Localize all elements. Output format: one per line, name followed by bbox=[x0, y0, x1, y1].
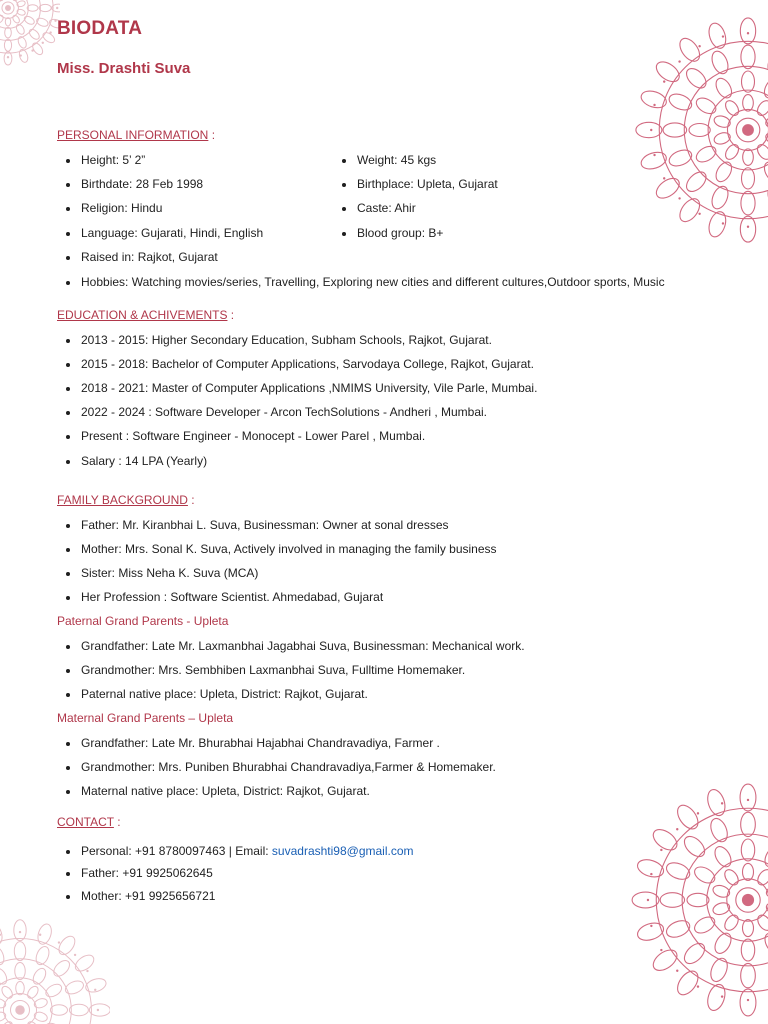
list-item: Grandfather: Late Mr. Laxmanbhai Jagabhai Suva, Businessman: Mechanical work. bbox=[81, 639, 525, 653]
contact-heading: CONTACT : bbox=[57, 815, 121, 829]
list-item: Grandfather: Late Mr. Bhurabhai Hajabhai Chandravadiya, Farmer . bbox=[81, 736, 440, 750]
list-item: Father: Mr. Kiranbhai L. Suva, Businessman: Owner at sonal dresses bbox=[81, 518, 449, 532]
list-item: Her Profession : Software Scientist. Ahmedabad, Gujarat bbox=[81, 590, 384, 604]
list-item: Grandmother: Mrs. Puniben Bhurabhai Chandravadiya,Farmer & Homemaker. bbox=[81, 760, 496, 774]
contact-personal: Personal: +91 8780097463 | Email: suvadrashti98@gmail.com bbox=[81, 844, 414, 858]
list-item: Maternal native place: Upleta, District: Rajkot, Gujarat. bbox=[81, 784, 370, 798]
education-heading: EDUCATION & ACHIVEMENTS : bbox=[57, 308, 235, 322]
list-item: Birthplace: Upleta, Gujarat bbox=[357, 177, 498, 191]
list-item: Salary : 14 LPA (Yearly) bbox=[81, 454, 208, 468]
list-item: Hobbies: Watching movies/series, Travelling, Exploring new cities and different cultures,Outdoor sports, Music bbox=[81, 275, 665, 289]
maternal-heading: Maternal Grand Parents – Upleta bbox=[57, 711, 234, 725]
mandala-bottom-right-icon bbox=[620, 760, 768, 1024]
list-item: Religion: Hindu bbox=[81, 201, 163, 215]
family-heading: FAMILY BACKGROUND : bbox=[57, 493, 195, 507]
list-item: Language: Gujarati, Hindi, English bbox=[81, 226, 264, 240]
list-item: Raised in: Rajkot, Gujarat bbox=[81, 250, 218, 264]
list-item: Weight: 45 kgs bbox=[357, 153, 437, 167]
personal-info-heading: PERSONAL INFORMATION : bbox=[57, 128, 216, 142]
list-item: Blood group: B+ bbox=[357, 226, 444, 240]
mandala-top-left-icon bbox=[0, 0, 60, 70]
list-item: Birthdate: 28 Feb 1998 bbox=[81, 177, 204, 191]
list-item: Sister: Miss Neha K. Suva (MCA) bbox=[81, 566, 259, 580]
paternal-heading: Paternal Grand Parents - Upleta bbox=[57, 614, 229, 628]
list-item: Caste: Ahir bbox=[357, 201, 416, 215]
contact-father: Father: +91 9925062645 bbox=[81, 866, 213, 880]
list-item: Present : Software Engineer - Monocept - Lower Parel , Mumbai. bbox=[81, 429, 426, 443]
list-item: 2018 - 2021: Master of Computer Applications ,NMIMS University, Vile Parle, Mumbai. bbox=[81, 381, 538, 395]
person-name: Miss. Drashti Suva bbox=[57, 60, 191, 77]
mandala-top-right-icon bbox=[620, 0, 768, 260]
list-item: Mother: Mrs. Sonal K. Suva, Actively involved in managing the family business bbox=[81, 542, 497, 556]
contact-mother: Mother: +91 9925656721 bbox=[81, 889, 216, 903]
page-title: BIODATA bbox=[57, 18, 143, 39]
list-item: Height: 5’ 2” bbox=[81, 153, 146, 167]
email-link[interactable]: suvadrashti98@gmail.com bbox=[271, 844, 414, 858]
list-item: Paternal native place: Upleta, District: Rajkot, Gujarat. bbox=[81, 687, 368, 701]
list-item: 2015 - 2018: Bachelor of Computer Applications, Sarvodaya College, Rajkot, Gujarat. bbox=[81, 357, 534, 371]
list-item: Grandmother: Mrs. Sembhiben Laxmanbhai Suva, Fulltime Homemaker. bbox=[81, 663, 466, 677]
list-item: 2022 - 2024 : Software Developer - Arcon TechSolutions - Andheri , Mumbai. bbox=[81, 405, 488, 419]
list-item: 2013 - 2015: Higher Secondary Education, Subham Schools, Rajkot, Gujarat. bbox=[81, 333, 492, 347]
